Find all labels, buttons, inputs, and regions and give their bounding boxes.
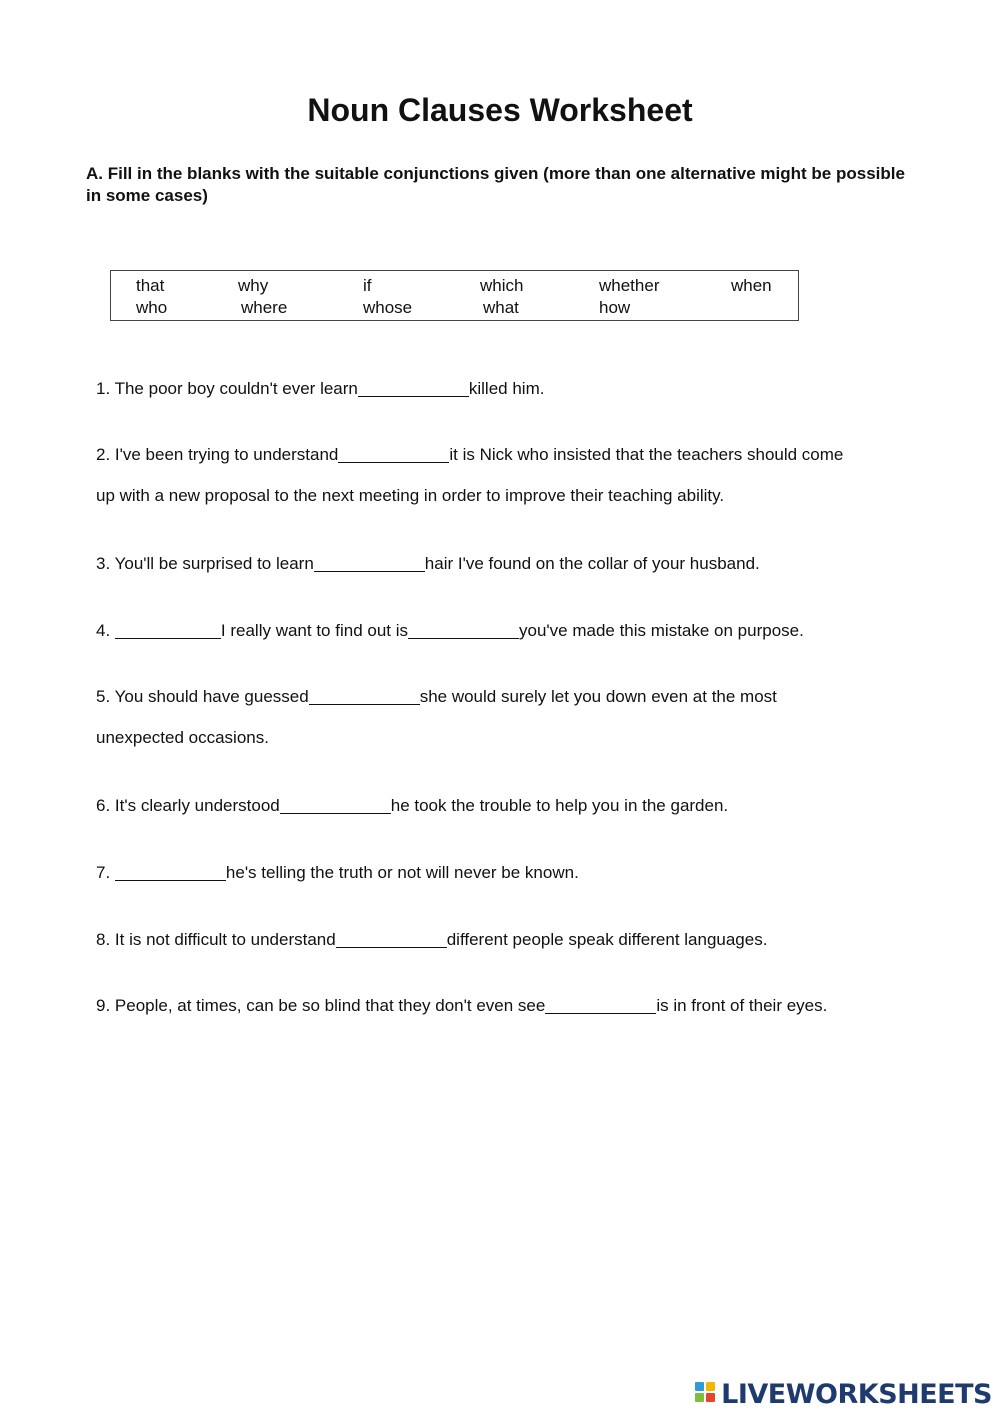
liveworksheets-logo bbox=[695, 1378, 992, 1410]
word-bank-item: why bbox=[238, 276, 269, 295]
word-bank-item: where bbox=[241, 298, 288, 317]
answer-blank[interactable] bbox=[408, 620, 519, 639]
question-8: 8. It is not difficult to understand different people speak different languages. bbox=[96, 930, 768, 949]
question-2: 2. I've been trying to understand it is Nick who insisted that the teachers should come up with a new proposal to the next meeting in order to improve their teaching ability. bbox=[96, 445, 844, 505]
question-7: 7. he's telling the truth or not will never be known. bbox=[96, 863, 579, 882]
worksheet-title: Noun Clauses Worksheet bbox=[307, 92, 693, 128]
answer-blank[interactable] bbox=[280, 795, 391, 814]
word-bank bbox=[110, 270, 799, 321]
word-bank-item: whether bbox=[599, 276, 660, 295]
word-bank-item: which bbox=[480, 276, 524, 295]
word-bank-item: what bbox=[483, 298, 519, 317]
answer-blank[interactable] bbox=[115, 620, 221, 639]
answer-blank[interactable] bbox=[358, 378, 469, 397]
liveworksheets-logo-icon bbox=[695, 1382, 717, 1406]
question-9: 9. People, at times, can be so blind that they don't even see is in front of their eyes. bbox=[96, 996, 828, 1015]
logo-text: LIVEWORKSHEETS bbox=[721, 1378, 992, 1410]
question-5: 5. You should have guessed she would surely let you down even at the most unexpected occasions. bbox=[96, 687, 777, 747]
answer-blank[interactable] bbox=[338, 444, 449, 463]
answer-blank[interactable] bbox=[115, 862, 226, 881]
word-bank-item: that bbox=[136, 276, 165, 295]
word-bank-item: when bbox=[731, 276, 772, 295]
word-bank-item: if bbox=[363, 276, 372, 295]
word-bank-item: who bbox=[136, 298, 168, 317]
answer-blank[interactable] bbox=[309, 686, 420, 705]
answer-blank[interactable] bbox=[314, 553, 425, 572]
question-6: 6. It's clearly understood he took the trouble to help you in the garden. bbox=[96, 796, 729, 815]
word-bank-item: whose bbox=[363, 298, 413, 317]
answer-blank[interactable] bbox=[545, 995, 656, 1014]
word-bank-item: how bbox=[599, 298, 631, 317]
question-1: 1. The poor boy couldn't ever learn killed him. bbox=[96, 379, 545, 398]
question-3: 3. You'll be surprised to learn hair I've found on the collar of your husband. bbox=[96, 554, 760, 573]
question-4: 4. I really want to find out is you've made this mistake on purpose. bbox=[96, 621, 804, 640]
answer-blank[interactable] bbox=[336, 929, 447, 948]
instruction-text: A. Fill in the blanks with the suitable conjunctions given (more than one alternative might be possible in some cases) bbox=[86, 164, 905, 205]
